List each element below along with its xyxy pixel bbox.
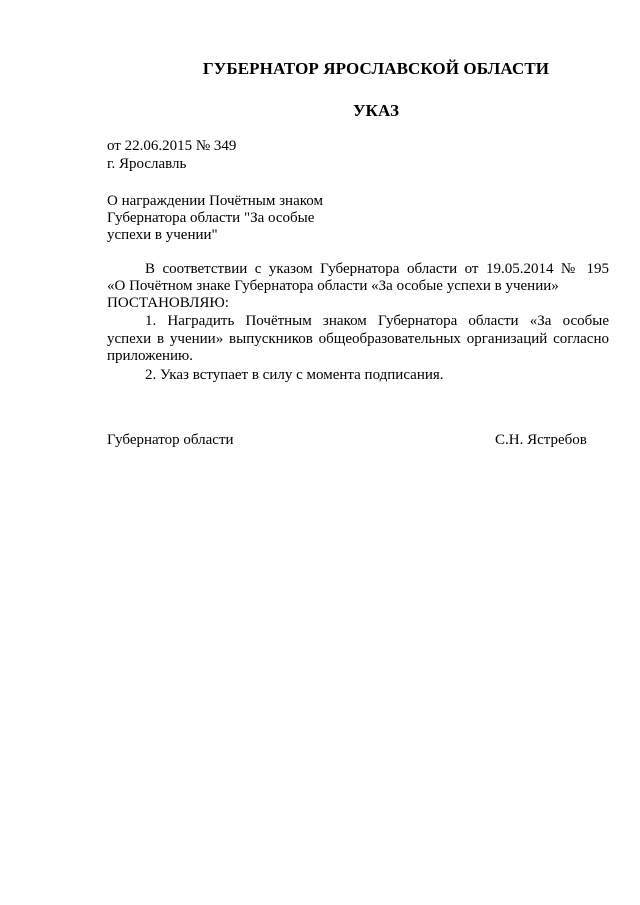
subject-line: О награждении Почётным знаком	[107, 193, 323, 209]
preamble-line	[107, 277, 609, 295]
subject-line: успехи в учении"	[107, 227, 218, 243]
item-1-line	[107, 312, 609, 330]
signatory-position: Губернатор области	[107, 432, 234, 448]
item-1-line	[107, 330, 609, 348]
item-1-line: приложению.	[107, 348, 194, 364]
document-type-title: УКАЗ	[352, 101, 400, 120]
item-1-text: успехи в учении» выпускников общеобразовательных организаций согласно	[107, 331, 609, 347]
signatory-name: С.Н. Ястребов	[495, 432, 587, 448]
preamble-text: «О Почётном знаке Губернатора области «За особые успехи в учении»	[107, 278, 559, 294]
subject-line: Губернатора области "За особые	[107, 210, 315, 226]
document-authority-title: ГУБЕРНАТОР ЯРОСЛАВСКОЙ ОБЛАСТИ	[202, 59, 550, 78]
decree-keyword: ПОСТАНОВЛЯЮ:	[107, 295, 229, 311]
document-city: г. Ярославль	[107, 156, 187, 172]
document-date-number: от 22.06.2015 № 349	[107, 138, 237, 154]
item-2: 2. Указ вступает в силу с момента подписания.	[145, 367, 444, 383]
item-1-text: 1. Наградить Почётным знаком Губернатора области «За особые	[145, 313, 609, 329]
preamble-text: В соответствии с указом Губернатора области от 19.05.2014 № 195	[145, 261, 609, 277]
preamble-line	[107, 260, 609, 278]
